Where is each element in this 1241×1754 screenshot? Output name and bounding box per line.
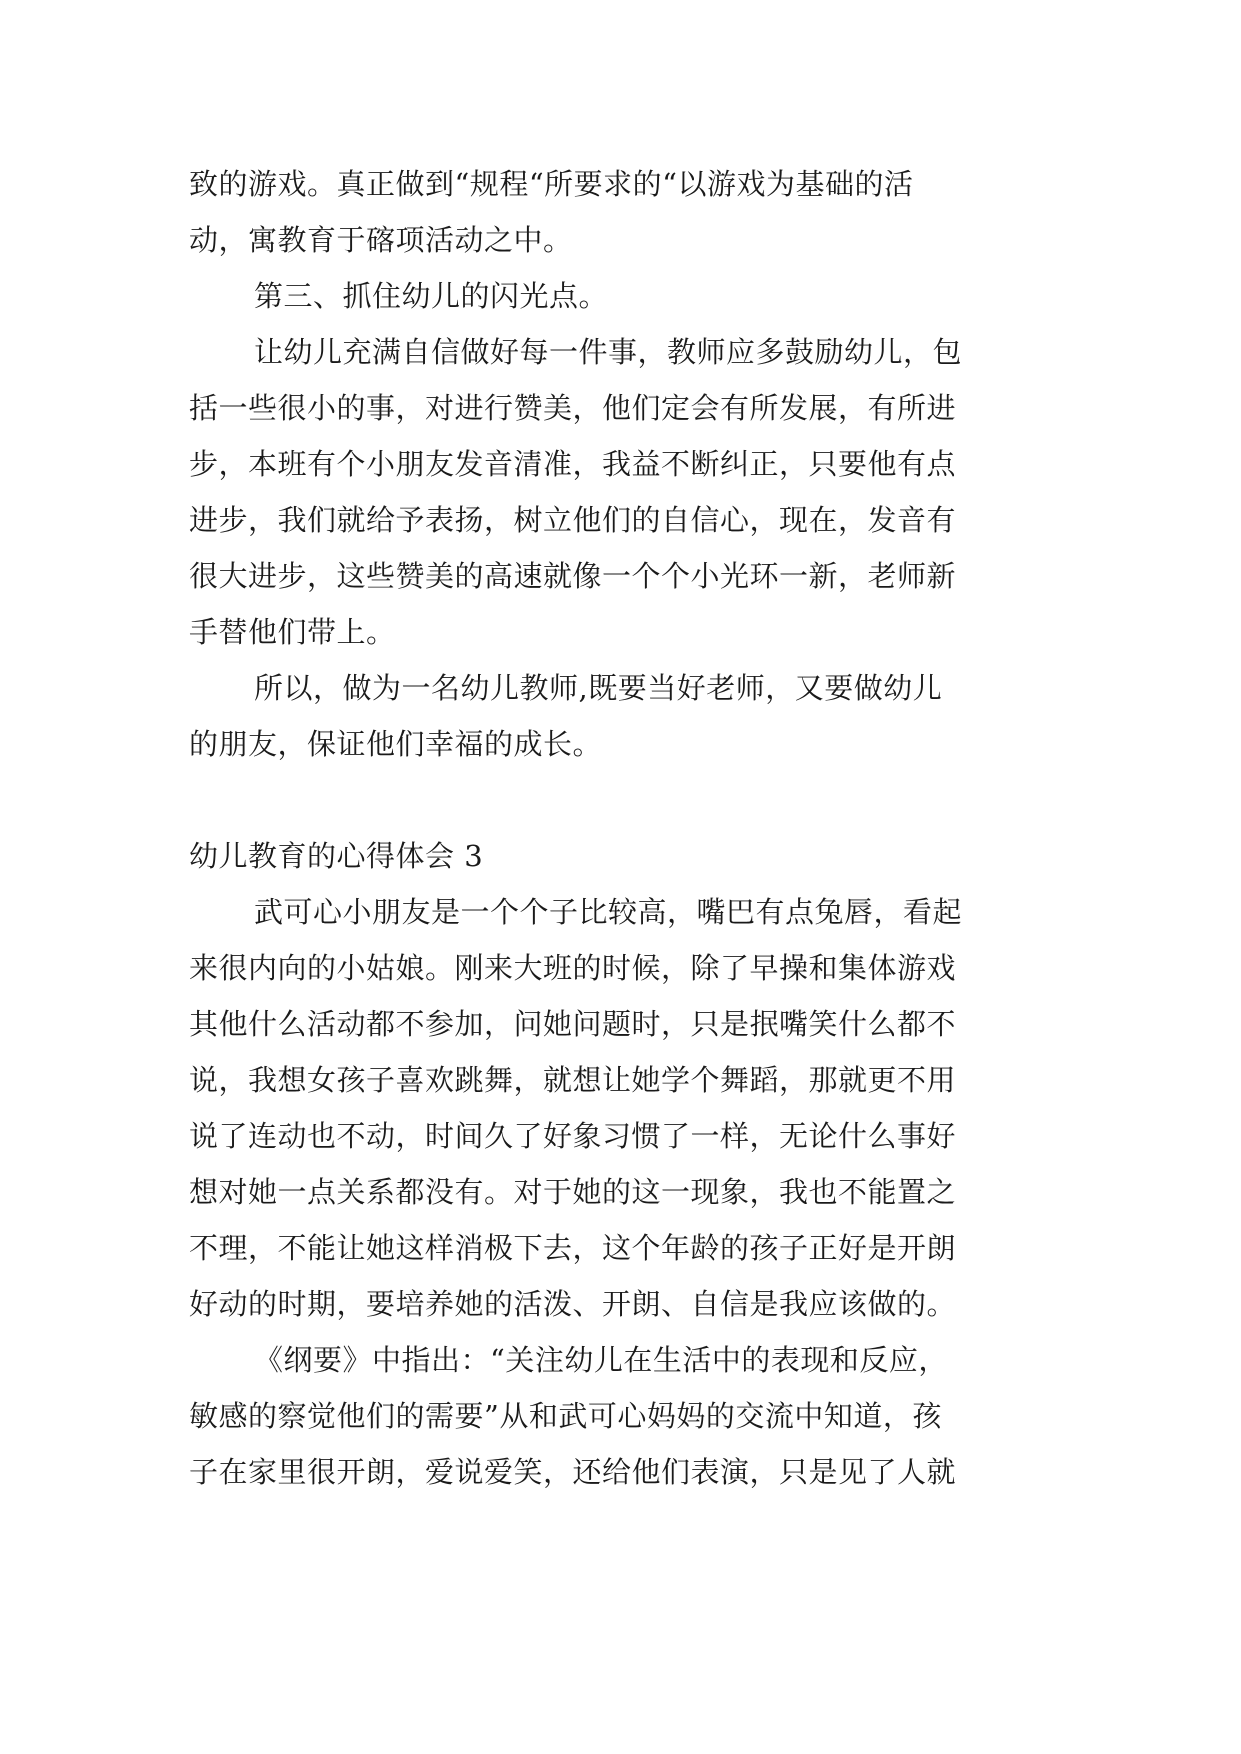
section-title: 幼儿教育的心得体会 3 (189, 839, 484, 873)
text-line: 进步，我们就给予表扬，树立他们的自信心，现在，发音有 (189, 503, 957, 537)
text-line: 好动的时期，要培养她的活泼、开朗、自信是我应该做的。 (189, 1287, 957, 1321)
text-line: 动，寓教育于碦项活动之中。 (189, 223, 573, 257)
text-line: 来很内向的小姑娘。刚来大班的时候，除了早操和集体游戏 (189, 951, 957, 985)
text-line: 很大进步，这些赞美的高速就像一个个小光环一新，老师新 (189, 559, 957, 593)
text-line: 武可心小朋友是一个个子比较高，嘴巴有点兔唇，看起 (254, 895, 963, 929)
text-line: 不理，不能让她这样消极下去，这个年龄的孩子正好是开朗 (189, 1231, 957, 1265)
text-line: 手替他们带上。 (189, 615, 396, 649)
text-line: 想对她一点关系都没有。对于她的这一现象，我也不能置之 (189, 1175, 957, 1209)
text-line: 敏感的察觉他们的需要”从和武可心妈妈的交流中知道，孩 (189, 1399, 942, 1433)
text-line: 的朋友，保证他们幸福的成长。 (189, 727, 603, 761)
text-line: 让幼儿充满自信做好每一件事，教师应多鼓励幼儿，包 (254, 335, 963, 369)
text-line: 步，本班有个小朋友发音清准，我益不断纠正，只要他有点 (189, 447, 957, 481)
text-line: 括一些很小的事，对进行赞美，他们定会有所发展，有所进 (189, 391, 957, 425)
text-line: 致的游戏。真正做到“规程“所要求的“以游戏为基础的活 (189, 167, 914, 201)
text-line: 说了连动也不动，时间久了好象习惯了一样，无论什么事好 (189, 1119, 957, 1153)
text-line: 《纲要》中指出：“关注幼儿在生活中的表现和反应， (254, 1343, 948, 1377)
text-line: 其他什么活动都不参加，问她问题时，只是抿嘴笑什么都不 (189, 1007, 957, 1041)
text-line: 子在家里很开朗，爱说爱笑，还给他们表演，只是见了人就 (189, 1455, 957, 1489)
text-line: 所以，做为一名幼儿教师,既要当好老师，又要做幼儿 (254, 671, 943, 705)
text-line: 说，我想女孩子喜欢跳舞，就想让她学个舞蹈，那就更不用 (189, 1063, 957, 1097)
paragraph-heading: 第三、抓住幼儿的闪光点。 (254, 279, 609, 313)
